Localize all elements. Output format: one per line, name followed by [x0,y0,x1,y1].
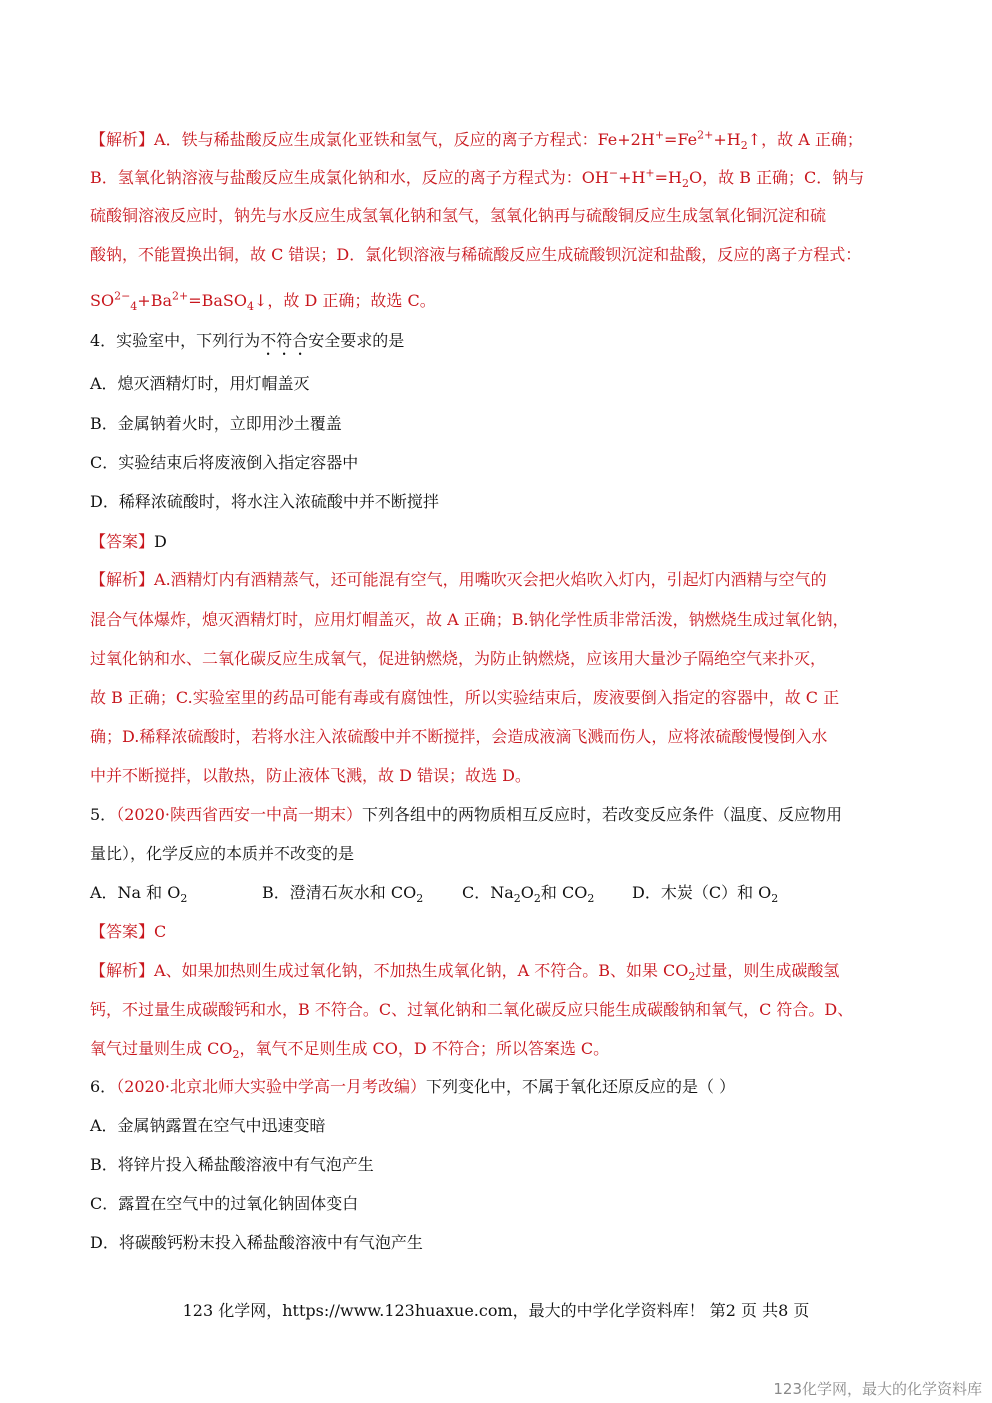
q5-analysis-line-1: 【解析】A、如果加热则生成过氧化钠，不加热生成氧化钠，A 不符合。B、如果 $CO_2$过量，则生成碳酸氢 [90,961,840,984]
q4-option-a: A．熄灭酒精灯时，用灯帽盖灭 [90,374,310,393]
q5-analysis-line-3: 氧气过量则生成 $CO_2$，氧气不足则生成 CO，D 不符合；所以答案选 C。 [90,1039,610,1062]
q4-option-c: C．实验结束后将废液倒入指定容器中 [90,453,359,472]
q4-analysis-line-6: 中并不断搅拌，以散热，防止液体飞溅，故 D 错误；故选 D。 [90,766,531,785]
q4-option-d: D．稀释浓硫酸时，将水注入浓硫酸中并不断搅拌 [90,492,439,511]
q6-option-d: D．将碳酸钙粉末投入稀盐酸溶液中有气泡产生 [90,1233,423,1252]
q3-analysis-line-5: $SO^{2-}_4+Ba^{2+}=BaSO_4↓$，故 D 正确；故选 C。 [90,289,436,314]
emphasis-text: 不符合 [260,331,309,350]
q6-option-b: B．将锌片投入稀盐酸溶液中有气泡产生 [90,1155,374,1174]
q5-answer: 【答案】C [90,922,167,941]
q5-option-c: C．$Na_2O_2$和 $CO_2$ [462,883,595,906]
q4-analysis-line-2: 混合气体爆炸，熄灭酒精灯时，应用灯帽盖灭，故 A 正确；B.钠化学性质非常活泼，钠燃烧生成过氧化钠， [90,610,849,629]
q3-analysis-line-1: 【解析】A．铁与稀盐酸反应生成氯化亚铁和氢气，反应的离子方程式：$Fe+2H^+=Fe^{2+}+H_2↑$，故 A 正确； [90,128,863,153]
q6-option-a: A．金属钠露置在空气中迅速变暗 [90,1116,326,1135]
q6-option-c: C．露置在空气中的过氧化钠固体变白 [90,1194,359,1213]
q4-analysis-line-3: 过氧化钠和水、二氧化碳反应生成氧气，促进钠燃烧，为防止钠燃烧，应该用大量沙子隔绝空气来扑灭， [90,649,827,668]
q4-analysis-line-4: 故 B 正确；C.实验室里的药品可能有毒或有腐蚀性，所以实验结束后，废液要倒入指定的容器中，故 C 正 [90,688,840,707]
answer-tag: 【答案】 [90,922,155,941]
q5-stem-line-1: 5．（2020·陕西省西安一中高一期末）下列各组中的两物质相互反应时，若改变反应条件（温度、反应物用 [90,805,843,824]
analysis-tag: 【解析】 [90,961,155,980]
q5-analysis-line-2: 钙，不过量生成碳酸钙和水，B 不符合。C、过氧化钠和二氧化碳反应只能生成碳酸钠和氧气，C 符合。D、 [90,1000,854,1019]
q5-option-b: B．澄清石灰水和 $CO_2$ [262,883,424,906]
q3-analysis-line-4: 酸钠，不能置换出铜，故 C 错误；D．氯化钡溶液与稀硫酸反应生成硫酸钡沉淀和盐酸，反应的离子方程式： [90,245,862,264]
q4-analysis-line-1: 【解析】A.酒精灯内有酒精蒸气，还可能混有空气，用嘴吹灭会把火焰吹入灯内，引起灯内酒精与空气的 [90,570,827,589]
q3-analysis-line-3: 硫酸铜溶液反应时，钠先与水反应生成氢氧化钠和氢气，氢氧化钠再与硫酸铜反应生成氢氧化铜沉淀和硫 [90,206,827,225]
q4-answer: 【答案】D [90,532,167,551]
question-source: （2020·陕西省西安一中高一期末） [116,805,362,824]
q5-option-a: A．Na 和 $O_2$ [90,883,188,906]
analysis-tag: 【解析】 [90,130,155,149]
page-footer: 123 化学网，https://www.123huaxue.com，最大的中学化学资料库！ 第2 页 共8 页 [182,1301,810,1320]
q3-analysis-line-2: B．氢氧化钠溶液与盐酸反应生成氯化钠和水，反应的离子方程式为：$OH^-+H^+=H_2O$，故 B 正确；C．钠与 [90,166,865,191]
analysis-tag: 【解析】 [90,570,155,589]
q4-stem: 4．实验室中，下列行为不符合安全要求的是 [90,331,405,350]
q6-stem: 6．（2020·北京北师大实验中学高一月考改编）下列变化中，不属于氧化还原反应的是（ ） [90,1077,736,1096]
answer-tag: 【答案】 [90,532,155,551]
watermark: 123化学网，最大的化学资料库 [773,1380,982,1398]
q5-stem-line-2: 量比），化学反应的本质并不改变的是 [90,844,355,863]
q5-option-d: D．木炭（C）和 $O_2$ [632,883,779,906]
q4-option-b: B．金属钠着火时，立即用沙土覆盖 [90,414,342,433]
q4-analysis-line-5: 确；D.稀释浓硫酸时，若将水注入浓硫酸中并不断搅拌，会造成液滴飞溅而伤人，应将浓硫酸慢慢倒入水 [90,727,828,746]
q5-options [90,882,910,906]
question-source: （2020·北京北师大实验中学高一月考改编） [116,1077,426,1096]
